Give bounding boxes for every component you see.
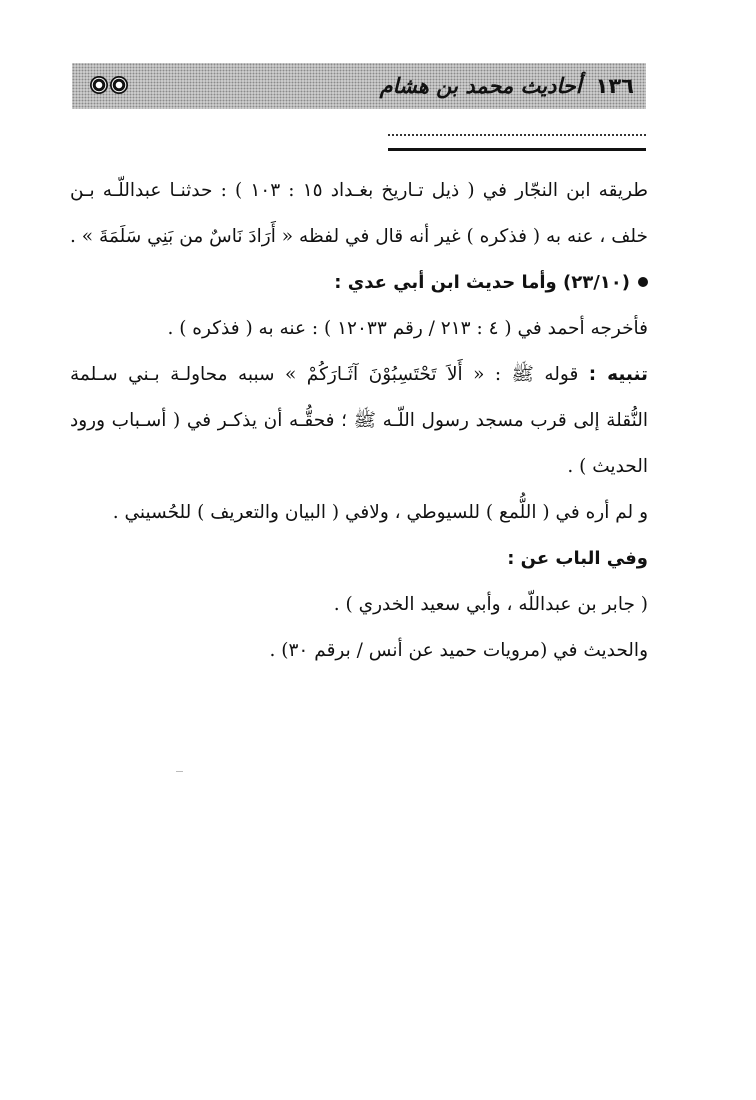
- ornament-circle-icon: [110, 76, 128, 94]
- section-heading: وفي الباب عن :: [507, 548, 648, 569]
- section-heading: [334, 260, 648, 306]
- ornament-circle-icon: [90, 76, 108, 94]
- text-line: خلف ، عنه به ( فذكره ) غير أنه قال في لفظه « أَرَادَ نَاسٌ من بَنِي سَلَمَةَ » .: [70, 226, 648, 247]
- tanbih-line: [70, 352, 648, 398]
- tanbih-text: قوله ﷺ : « أَلاَ تَحْتَسِبُوْنَ آثَـارَكُمْ » سببه محاولـة بـني سـلمة: [70, 364, 579, 385]
- header-title: أحاديث محمد بن هشام: [379, 74, 582, 98]
- footnote-rule: [388, 148, 646, 151]
- text-line: طريقه ابن النجّار في ( ذيل تـاريخ بغـداد ١٥ : ١٠٣ ) : حدثنـا عبداللّـه بـن: [70, 180, 649, 201]
- page-header: [72, 63, 646, 109]
- text-line: والحديث في (مرويات حميد عن أنس / برقم ٣٠) .: [269, 640, 648, 661]
- header-ornament-icon: [90, 76, 136, 96]
- stray-mark: [176, 771, 183, 772]
- text-line: و لم أره في ( اللُّمع ) للسيوطي ، ولافي ( البيان والتعريف ) للحُسيني .: [112, 502, 648, 523]
- text-line: ( جابر بن عبداللّه ، وأبي سعيد الخدري ) .: [333, 594, 648, 615]
- text-line: فأخرجه أحمد في ( ٤ : ٢١٣ / رقم ١٢٠٣٣ ) : عنه به ( فذكره ) .: [167, 318, 648, 339]
- dotted-separator: [388, 126, 646, 136]
- bullet-icon: [638, 277, 648, 287]
- section-heading-text: (٢٣/١٠) وأما حديث ابن أبي عدي :: [334, 272, 630, 293]
- tanbih-label: تنبيه :: [588, 364, 648, 385]
- running-head: [380, 71, 634, 101]
- page-number: ١٣٦: [595, 74, 634, 98]
- text-line: النُّقلة إلى قرب مسجد رسول اللّـه ﷺ ؛ فحقُّـه أن يذكـر في ( أسـباب ورود: [70, 410, 648, 431]
- text-line: الحديث ) .: [567, 456, 648, 477]
